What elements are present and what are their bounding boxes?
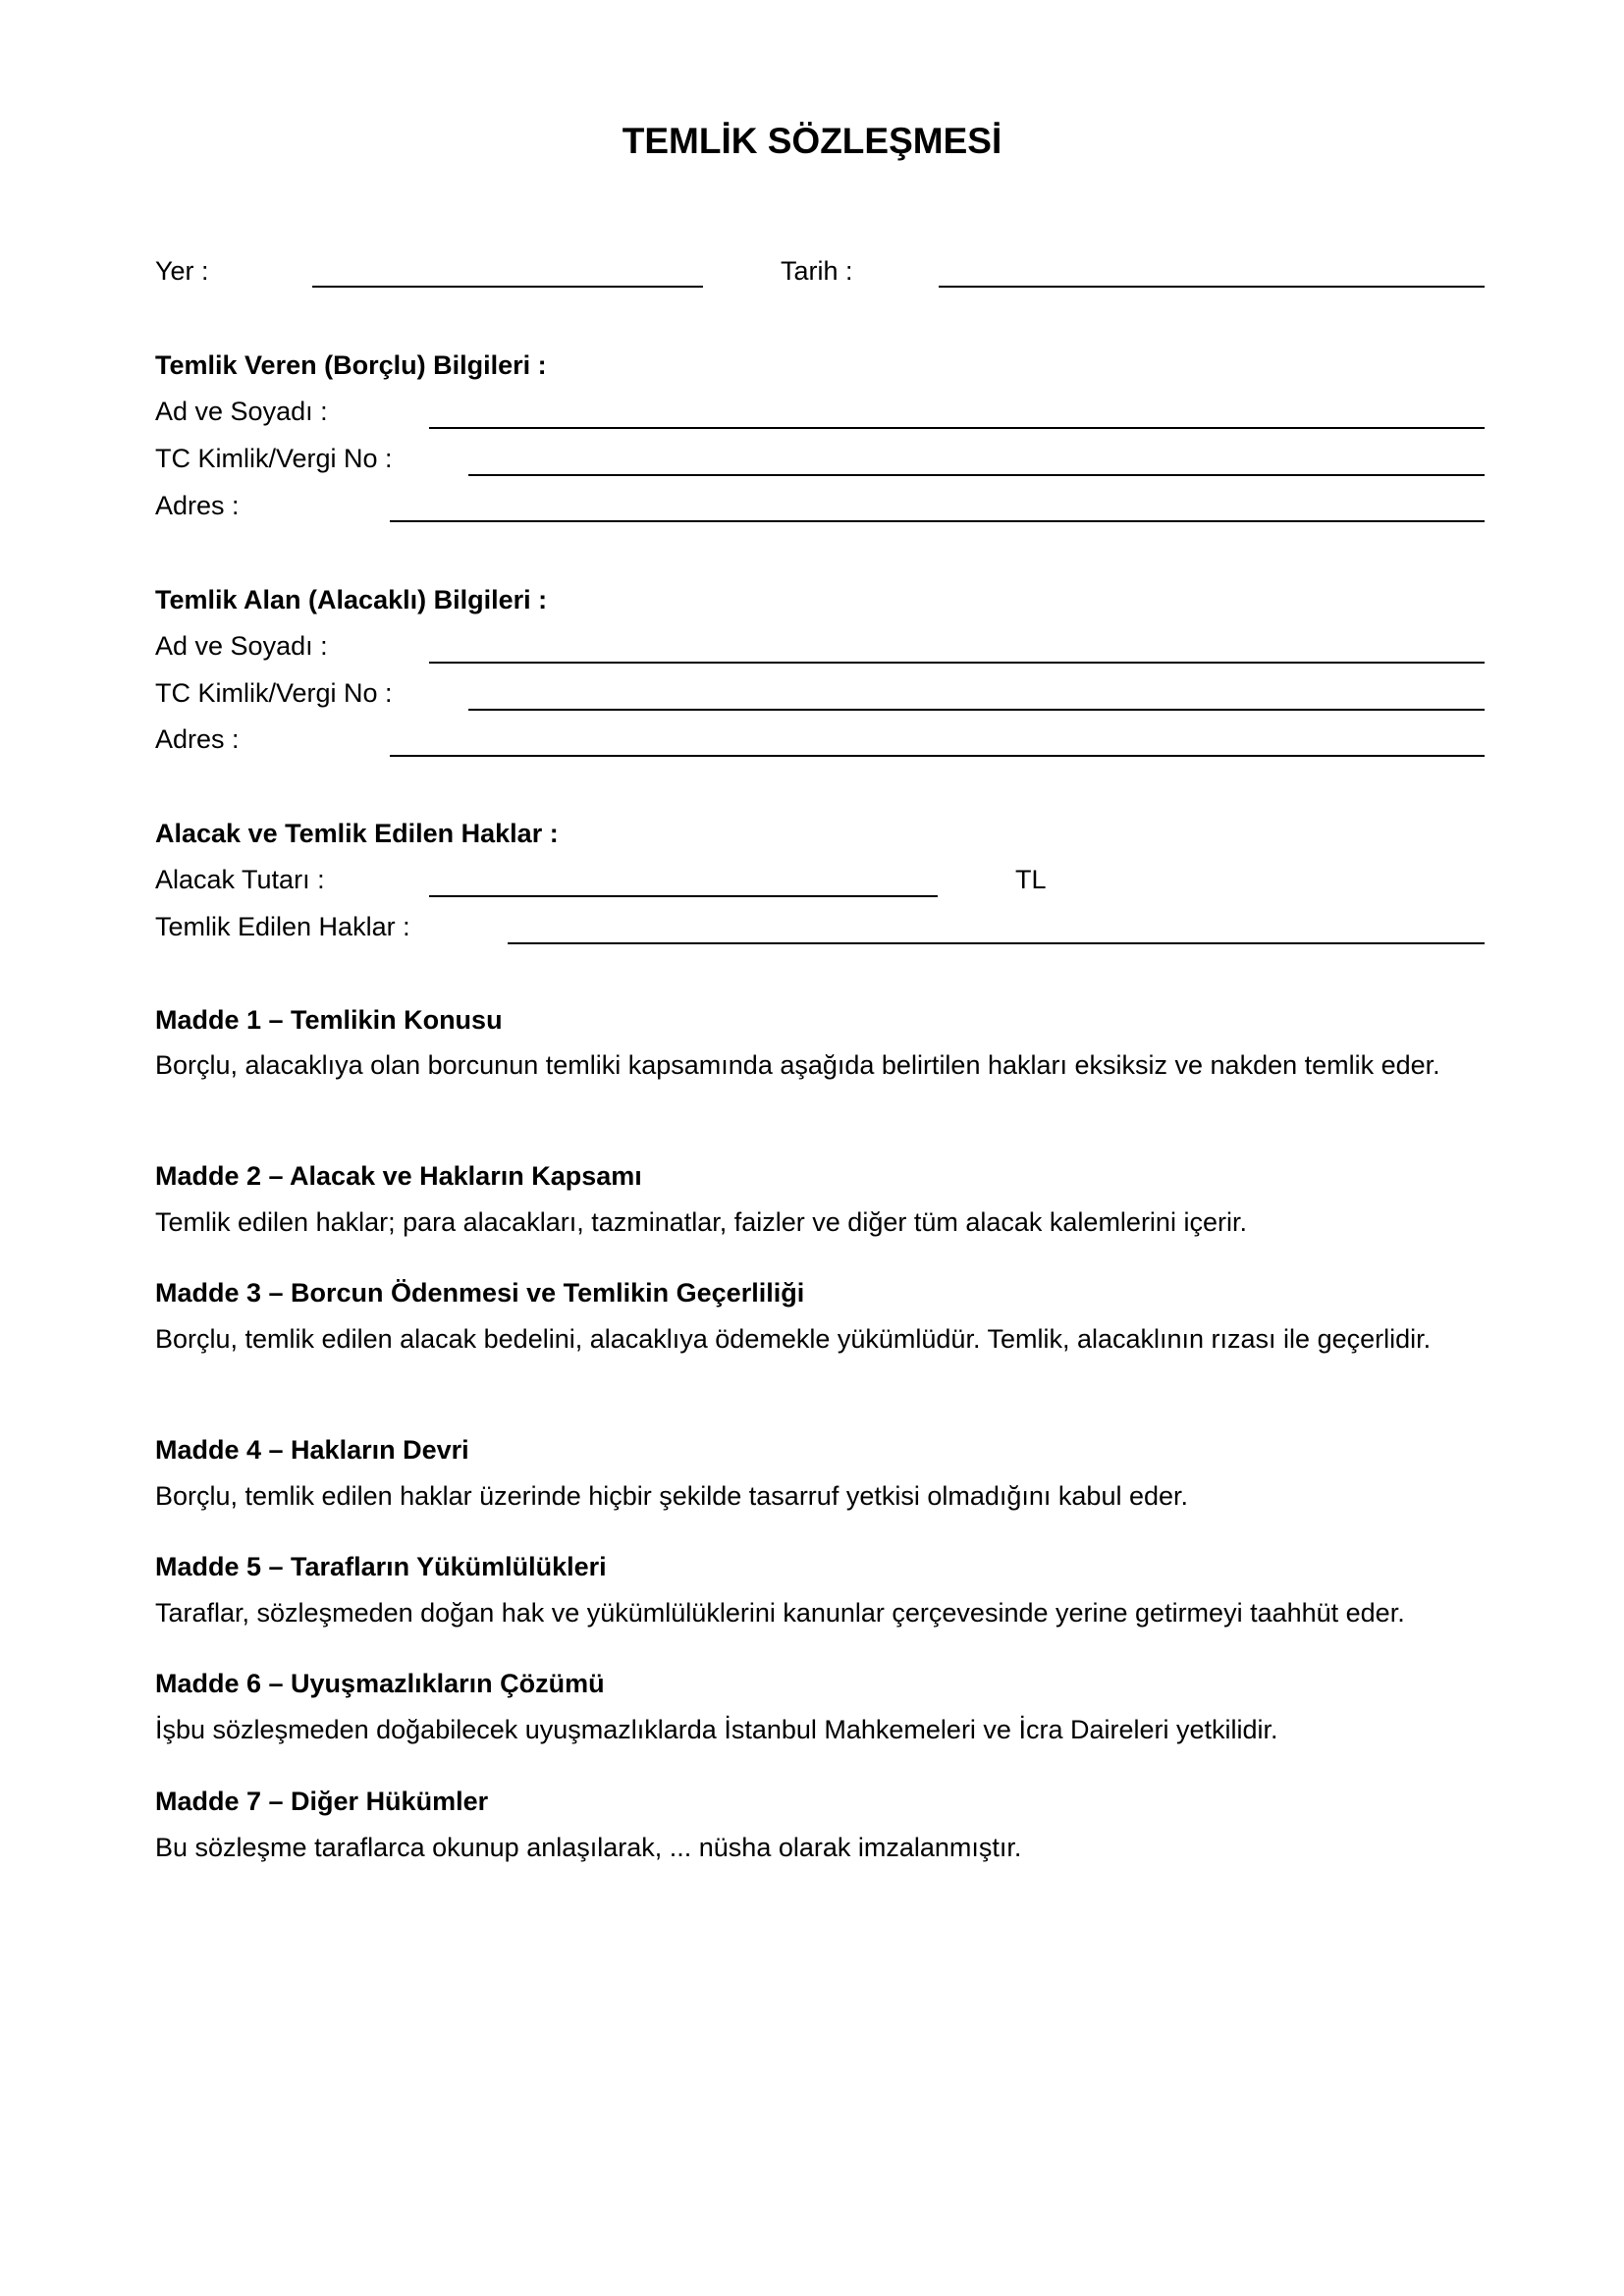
- article-7-body: Bu sözleşme taraflarca okunup anlaşılarak, ... nüsha olarak imzalanmıştır.: [155, 1833, 1022, 1862]
- article-1-body: Borçlu, alacaklıya olan borcunun temliki kapsamında aşağıda belirtilen hakları eksiksiz ve nakden temlik eder.: [155, 1050, 1440, 1080]
- document-title: TEMLİK SÖZLEŞMESİ: [622, 121, 1002, 161]
- claims-heading: Alacak ve Temlik Edilen Haklar :: [155, 819, 559, 848]
- date-label: Tarih :: [781, 256, 853, 286]
- article-5-title: Madde 5 – Tarafların Yükümlülükleri: [155, 1552, 607, 1581]
- place-label: Yer :: [155, 256, 209, 286]
- article-3-body: Borçlu, temlik edilen alacak bedelini, alacaklıya ödemekle yükümlüdür. Temlik, alacaklının rızası ile geçerlidir.: [155, 1324, 1432, 1354]
- article-5-body: Taraflar, sözleşmeden doğan hak ve yükümlülüklerini kanunlar çerçevesinde yerine getirmeyi taahhüt eder.: [155, 1598, 1405, 1628]
- assignee-address-label: Adres :: [155, 724, 240, 754]
- currency-label: TL: [1015, 865, 1047, 894]
- assignor-id-field-line[interactable]: [468, 474, 1485, 476]
- article-6-title: Madde 6 – Uyuşmazlıkların Çözümü: [155, 1669, 605, 1698]
- assignor-address-field-line[interactable]: [390, 520, 1485, 522]
- article-3-title: Madde 3 – Borcun Ödenmesi ve Temlikin Geçerliliği: [155, 1278, 805, 1308]
- article-1-title: Madde 1 – Temlikin Konusu: [155, 1005, 503, 1035]
- assignee-heading: Temlik Alan (Alacaklı) Bilgileri :: [155, 585, 548, 614]
- article-2-body: Temlik edilen haklar; para alacakları, tazminatlar, faizler ve diğer tüm alacak kalemlerini içerir.: [155, 1207, 1247, 1237]
- assignor-heading: Temlik Veren (Borçlu) Bilgileri :: [155, 350, 547, 380]
- assignee-address-field-line[interactable]: [390, 755, 1485, 757]
- assigned-rights-label: Temlik Edilen Haklar :: [155, 912, 410, 941]
- assignor-name-field-line[interactable]: [429, 427, 1485, 429]
- assignee-id-label: TC Kimlik/Vergi No :: [155, 678, 393, 708]
- assigned-rights-field-line[interactable]: [508, 942, 1485, 944]
- article-6-body: İşbu sözleşmeden doğabilecek uyuşmazlıklarda İstanbul Mahkemeleri ve İcra Daireleri yetkilidir.: [155, 1715, 1278, 1744]
- article-2-title: Madde 2 – Alacak ve Hakların Kapsamı: [155, 1161, 642, 1191]
- article-7-title: Madde 7 – Diğer Hükümler: [155, 1787, 489, 1816]
- assignee-name-field-line[interactable]: [429, 662, 1485, 664]
- assignee-id-field-line[interactable]: [468, 709, 1485, 711]
- assignor-name-label: Ad ve Soyadı :: [155, 397, 328, 426]
- place-field-line[interactable]: [312, 286, 703, 288]
- assignee-name-label: Ad ve Soyadı :: [155, 631, 328, 661]
- claim-amount-field-line[interactable]: [429, 895, 938, 897]
- article-4-body: Borçlu, temlik edilen haklar üzerinde hiçbir şekilde tasarruf yetkisi olmadığını kabul eder.: [155, 1481, 1189, 1511]
- date-field-line[interactable]: [939, 286, 1485, 288]
- claim-amount-label: Alacak Tutarı :: [155, 865, 325, 894]
- article-4-title: Madde 4 – Hakların Devri: [155, 1435, 469, 1465]
- assignor-address-label: Adres :: [155, 491, 240, 520]
- assignor-id-label: TC Kimlik/Vergi No :: [155, 444, 393, 473]
